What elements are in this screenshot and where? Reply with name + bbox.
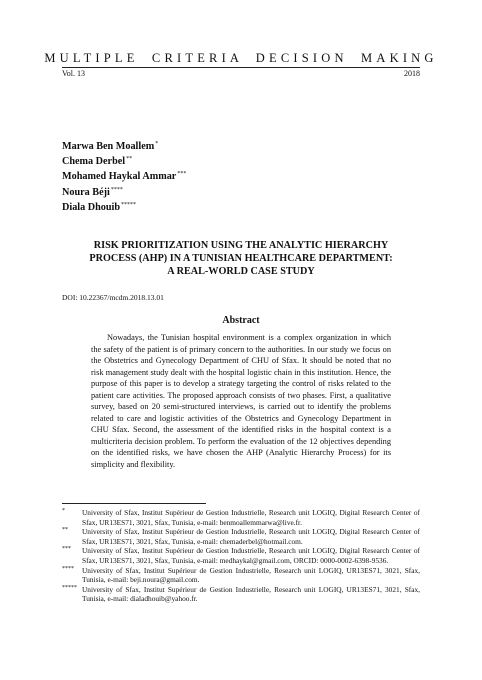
doi-text[interactable]: DOI: 10.22367/mcdm.2018.13.01: [62, 293, 164, 302]
footnote-text: University of Sfax, Institut Supérieur de Gestion Industrielle, Research unit LOGIQ, UR13ES71, 3021, Sfax, Tunisia, e-mail: dialadhouib@yahoo.fr.: [82, 584, 420, 604]
title-line: RISK PRIORITIZATION USING THE ANALYTIC HIERARCHY: [93, 240, 389, 251]
footnote: [62, 527, 420, 546]
footnote: [62, 508, 420, 527]
author-name: Chema Derbel: [62, 156, 126, 168]
year-label: 2018: [404, 69, 420, 78]
author-entry: [62, 168, 186, 183]
author-name: Noura Béji: [62, 186, 110, 198]
footnote-mark: *****: [62, 584, 77, 591]
footnote: [62, 585, 420, 604]
footnote-mark: *: [62, 508, 65, 514]
footnotes: [62, 508, 420, 604]
author-mark: **: [126, 156, 133, 163]
footnote: [62, 566, 420, 585]
author-mark: *****: [121, 201, 137, 208]
author-mark: ****: [110, 186, 123, 193]
author-name: Marwa Ben Moallem: [62, 141, 155, 152]
volume-line: [62, 69, 420, 78]
author-entry: [62, 184, 186, 199]
journal-title: MULTIPLE CRITERIA DECISION MAKING: [44, 51, 438, 65]
footnote-rule: [62, 503, 206, 504]
footnote-mark: ****: [62, 565, 74, 572]
volume-label: Vol. 13: [62, 69, 85, 78]
footnote-mark: ***: [62, 546, 71, 553]
footnote-text: University of Sfax, Institut Supérieur de Gestion Industrielle, Research unit LOGIQ, Digital Research Center of Sfax, UR13ES71, 3021, Sfax, Tunisia, e-mail: chemaderbel@hotmail.com.: [82, 527, 420, 546]
footnote-mark: **: [62, 527, 68, 534]
abstract-heading: Abstract: [222, 315, 260, 326]
author-name: Diala Dhouib: [62, 201, 121, 213]
paper-title: [62, 239, 420, 279]
footnote-text: University of Sfax, Institut Supérieur de Gestion Industrielle, Research unit LOGIQ, Digital Research Center of Sfax, UR13ES71, 3021, Sfax, Tunisia, e-mail: medhaykal@gmail.com, ORCID: 0000-0002-6398-9536.: [82, 546, 420, 565]
author-entry: [62, 153, 186, 168]
author-list: [62, 138, 186, 214]
title-line: PROCESS (AHP) IN A TUNISIAN HEALTHCARE DEPARTMENT:: [89, 253, 393, 265]
footnote-text: University of Sfax, Institut Supérieur de Gestion Industrielle, Research unit LOGIQ, UR13ES71, 3021, Sfax, Tunisia, e-mail: beji.noura@gmail.com.: [82, 565, 420, 585]
author-entry: [62, 199, 186, 214]
footnote-text: University of Sfax, Institut Supérieur de Gestion Industrielle, Research unit LOGIQ, Digital Research Center of Sfax, UR13ES71, 3021, Sfax, Tunisia, e-mail: benmoallemmarwa@live.fr.: [82, 508, 420, 527]
author-mark: ***: [177, 171, 187, 178]
footnote: [62, 546, 420, 565]
title-line: A REAL-WORLD CASE STUDY: [167, 266, 315, 278]
author-entry: [62, 138, 186, 153]
author-name: Mohamed Haykal Ammar: [62, 171, 177, 183]
abstract-body: Nowadays, the Tunisian hospital environment is a complex organization in which the safety of the patient is of primary concern to the authorities. In our study we focus on the Obstetrics and Gynecology Department of CHU of Sfax. It should be noted that no risk management study dealt with the hospital logistic chain in this institution. Hence, the purpose of this paper is to develop a strategy targeting the control of risks related to the patient care activities. The proposed approach consists of two phases. First, a qualitative survey, based on 20 semi-structured interviews, is carried out to identify the problems related to care and logistic activities of the Obstetrics and Gynecology Department in CHU Sfax. Second, the assessment of the identified risks in the hospital context is a multicriteria decision problem. To perform the evaluation of the 12 objectives depending on the identified risks, we have chosen the AHP (Analytic Hierarchy Process) for its simplicity and flexibility.: [91, 333, 391, 470]
header-rule: [62, 67, 420, 68]
author-mark: *: [155, 141, 159, 147]
